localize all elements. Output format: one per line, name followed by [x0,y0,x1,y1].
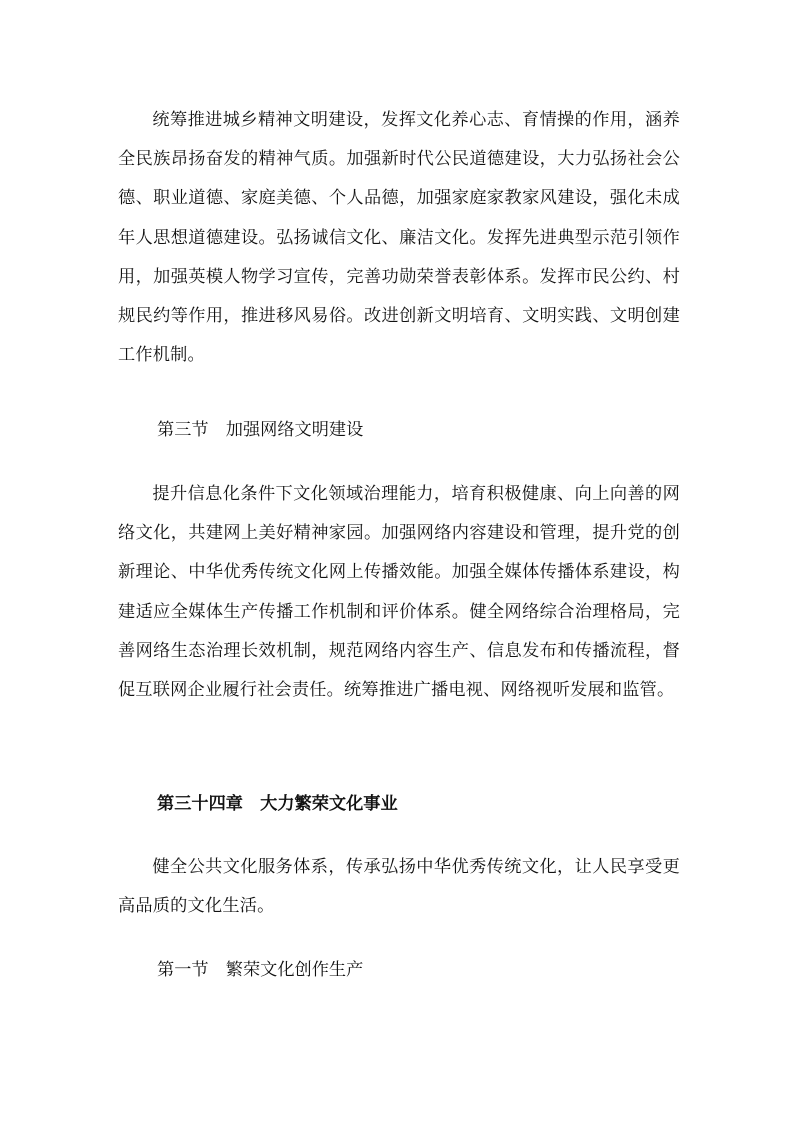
paragraph-network-culture: 提升信息化条件下文化领域治理能力，培育积极健康、向上向善的网络文化，共建网上美好精神家园。加强网络内容建设和管理，提升党的创新理论、中华优秀传统文化网上传播效能。加强全媒体传播体系建设，构建适应全媒体生产传播工作机制和评价体系。健全网络综合治理格局，完善网络生态治理长效机制，规范网络内容生产、信息发布和传播流程，督促互联网企业履行社会责任。统筹推进广播电视、网络视听发展和监管。 [118,484,680,701]
chapter-heading-cultural-undertakings: 第三十四章 大力繁荣文化事业 [157,794,398,814]
paragraph-public-cultural-services: 健全公共文化服务体系，传承弘扬中华优秀传统文化，让人民享受更高品质的文化生活。 [118,857,680,917]
section-heading-network-civilization: 第三节 加强网络文明建设 [157,420,364,440]
paragraph-spiritual-civilization: 统筹推进城乡精神文明建设，发挥文化养心志、育情操的作用，涵养全民族昂扬奋发的精神气质。加强新时代公民道德建设，大力弘扬社会公德、职业道德、家庭美德、个人品德，加强家庭家教家风建设，强化未成年人思想道德建设。弘扬诚信文化、廉洁文化。发挥先进典型示范引领作用，加强英模人物学习宣传，完善功勋荣誉表彰体系。发挥市民公约、村规民约等作用，推进移风易俗。改进创新文明培育、文明实践、文明创建工作机制。 [118,110,680,366]
section-heading-cultural-creation: 第一节 繁荣文化创作生产 [157,960,364,980]
